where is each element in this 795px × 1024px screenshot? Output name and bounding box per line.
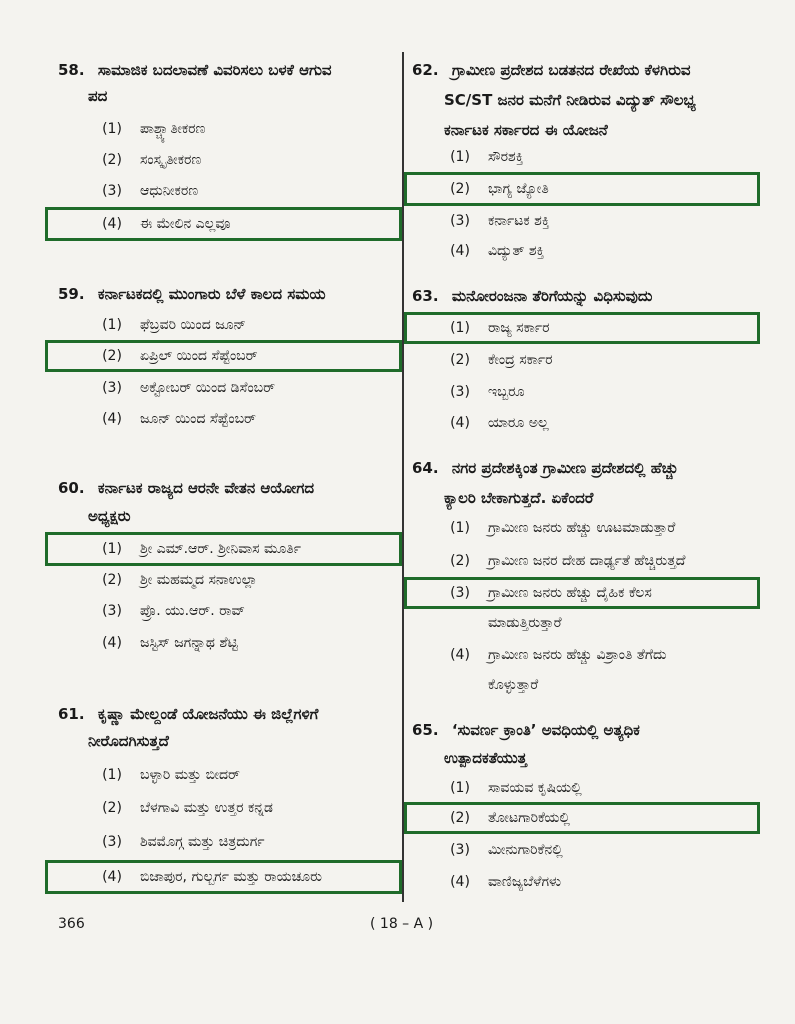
question-number: 62.: [412, 61, 439, 79]
option[interactable]: [100, 864, 390, 890]
option-number: (3): [450, 842, 470, 858]
option-number: (3): [102, 380, 122, 396]
stem-line: ನಗರ ಪ್ರದೇಶಕ್ಕಿಂತ ಗ್ರಾಮೀಣ ಪ್ರದೇಶದಲ್ಲಿ ಹೆಚ್ಚು: [451, 459, 679, 477]
option-text: ಬಿಜಾಪುರ, ಗುಲ್ಬರ್ಗ ಮತ್ತು ರಾಯಚೂರು: [140, 869, 322, 885]
option[interactable]: [448, 379, 748, 405]
option[interactable]: [448, 837, 748, 863]
option[interactable]: [100, 536, 390, 562]
question-number: 64.: [412, 459, 439, 477]
option[interactable]: [100, 762, 390, 788]
option-text: ಸೌರಶಕ್ತಿ: [488, 149, 524, 165]
stem-line: ಮನೋರಂಜನಾ ತೆರಿಗೆಯನ್ನು ವಿಧಿಸುವುದು: [451, 287, 653, 305]
option[interactable]: [100, 312, 390, 338]
option[interactable]: [448, 315, 748, 341]
stem-line: ನೀರೊದಗಿಸುತ್ತದೆ: [88, 732, 169, 750]
option[interactable]: [448, 238, 748, 264]
option[interactable]: [448, 176, 748, 202]
option-text: ಸಾವಯವ ಕೃಷಿಯಲ್ಲಿ: [488, 780, 582, 796]
question-stem: [58, 56, 398, 84]
option-text: ಅಕ್ಟೋಬರ್ ಯಿಂದ ಡಿಸೆಂಬರ್: [140, 380, 276, 396]
option-number: (4): [102, 216, 122, 232]
question-number: 59.: [58, 285, 85, 303]
option-text: ಶ್ರೀ ಎಮ್.ಆರ್. ಶ್ರೀನಿವಾಸ ಮೂರ್ತಿ: [140, 541, 301, 557]
question-number: 63.: [412, 287, 439, 305]
option-number: (1): [102, 317, 122, 333]
option-text: ಗ್ರಾಮೀಣ ಜನರು ಹೆಚ್ಚು ಊಟಮಾಡುತ್ತಾರೆ: [488, 520, 676, 536]
option-number: (4): [102, 635, 122, 651]
option-continuation: [488, 672, 768, 698]
option[interactable]: [100, 567, 390, 593]
option-text: ವಿದ್ಯುತ್ ಶಕ್ತಿ: [488, 243, 545, 259]
option-text: ಶಿವಮೊಗ್ಗ ಮತ್ತು ಚಿತ್ರದುರ್ಗ: [140, 834, 265, 850]
option-text: ಫೆಬ್ರವರಿ ಯಿಂದ ಜೂನ್: [140, 317, 246, 333]
option[interactable]: [100, 343, 390, 369]
option-number: (4): [450, 874, 470, 890]
stem-line: ಗ್ರಾಮೀಣ ಪ್ರದೇಶದ ಬಡತನದ ರೇಖೆಯ ಕೆಳಗಿರುವ: [451, 61, 691, 79]
option-text: ಭಾಗ್ಯ ಜ್ಯೋತಿ: [488, 181, 549, 197]
option[interactable]: [448, 869, 748, 895]
option[interactable]: [448, 208, 748, 234]
option[interactable]: [100, 598, 390, 624]
option-number: (1): [102, 767, 122, 783]
option-text: ಜೂನ್ ಯಿಂದ ಸೆಪ್ಟೆಂಬರ್: [140, 411, 256, 427]
option[interactable]: [448, 410, 748, 436]
option-number: (1): [102, 541, 122, 557]
option-number: (2): [102, 152, 122, 168]
option-text: ಕರ್ನಾಟಕ ಶಕ್ತಿ: [488, 213, 550, 229]
stem-line: ಅಧ್ಯಕ್ಷರು: [88, 507, 131, 525]
option-number: (2): [450, 181, 470, 197]
option[interactable]: [100, 375, 390, 401]
option-text: ಈ ಮೇಲಿನ ಎಲ್ಲವೂ: [140, 216, 231, 232]
option-number: (2): [102, 572, 122, 588]
option-number: (1): [450, 149, 470, 165]
stem-line: ಕೃಷ್ಣಾ ಮೇಲ್ದಂಡೆ ಯೋಜನೆಯು ಈ ಜಿಲ್ಲೆಗಳಿಗೆ: [97, 705, 319, 723]
option-text: ಗ್ರಾಮೀಣ ಜನರ ದೇಹ ದಾರ್ಢ್ಯತೆ ಹೆಚ್ಚಿರುತ್ತದೆ: [488, 553, 686, 569]
option-number: (1): [450, 520, 470, 536]
question-number: 58.: [58, 61, 85, 79]
option[interactable]: [448, 144, 748, 170]
stem-line: ಕ್ಯಾಲರಿ ಬೇಕಾಗುತ್ತದೆ. ಏಕೆಂದರೆ: [444, 489, 594, 507]
option-text: ಕೇಂದ್ರ ಸರ್ಕಾರ: [488, 352, 553, 368]
stem-line: ಕರ್ನಾಟಕ ರಾಜ್ಯದ ಆರನೇ ವೇತನ ಆಯೋಗದ: [97, 479, 315, 497]
option-text: ಬೆಳಗಾವಿ ಮತ್ತು ಉತ್ತರ ಕನ್ನಡ: [140, 800, 273, 816]
option-number: (3): [450, 585, 470, 601]
option-text: ಪಾಶ್ಚ್ಯಾತೀಕರಣ: [140, 121, 206, 137]
option-text: ಜಸ್ಟಿಸ್ ಜಗನ್ನಾಥ ಶೆಟ್ಟಿ: [140, 635, 238, 651]
question-number: 60.: [58, 479, 85, 497]
option[interactable]: [448, 805, 748, 831]
option[interactable]: [100, 795, 390, 821]
question-stem: [412, 56, 792, 84]
question-number: 65.: [412, 721, 439, 739]
question-stem: [412, 282, 792, 310]
option-text: ಏಪ್ರಿಲ್ ಯಿಂದ ಸೆಪ್ಟೆಂಬರ್: [140, 348, 258, 364]
question-stem: [412, 716, 792, 744]
option-text: ಯಾರೂ ಅಲ್ಲ: [488, 415, 549, 431]
option-number: (3): [450, 213, 470, 229]
option[interactable]: [100, 406, 390, 432]
question-stem: [412, 454, 792, 482]
stem-line: SC/ST ಜನರ ಮನೆಗೆ ನೀಡಿರುವ ವಿದ್ಯುತ್ ಸೌಲಭ್ಯ: [444, 91, 696, 109]
stem-line: ‘ಸುವರ್ಣ ಕ್ರಾಂತಿ’ ಅವಧಿಯಲ್ಲಿ ಅತ್ಯಧಿಕ: [451, 721, 640, 739]
option-number: (4): [102, 411, 122, 427]
stem-line: ಸಾಮಾಜಿಕ ಬದಲಾವಣೆ ವಿವರಿಸಲು ಬಳಕೆ ಆಗುವ: [97, 61, 332, 79]
option-number: (3): [102, 834, 122, 850]
option-text: ಗ್ರಾಮೀಣ ಜನರು ಹೆಚ್ಚು ದೈಹಿಕ ಕೆಲಸ: [488, 585, 652, 601]
option-text: ಇಬ್ಬರೂ: [488, 384, 525, 400]
option-text: ಶ್ರೀ ಮಹಮ್ಮದ ಸನಾಉಲ್ಲಾ: [140, 572, 258, 588]
stem-line: ಕರ್ನಾಟಕದಲ್ಲಿ ಮುಂಗಾರು ಬೆಳೆ ಕಾಲದ ಸಮಯ: [97, 285, 326, 303]
option[interactable]: [448, 548, 768, 574]
option-number: (2): [450, 810, 470, 826]
option[interactable]: [100, 147, 390, 173]
option-number: (3): [102, 603, 122, 619]
question-number: 61.: [58, 705, 85, 723]
option-text: ಮೀನುಗಾರಿಕೆನಲ್ಲಿ: [488, 842, 563, 858]
option-number: (1): [450, 780, 470, 796]
option-text: ಬಳ್ಳಾರಿ ಮತ್ತು ಬೀದರ್: [140, 767, 240, 783]
option-number: (2): [450, 553, 470, 569]
booklet-code: ( 18 – A ): [370, 916, 434, 932]
option-text: ರಾಜ್ಯ ಸರ್ಕಾರ: [488, 320, 550, 336]
stem-line: ಪದ: [88, 87, 108, 105]
option-number: (4): [102, 869, 122, 885]
option-text: ಗ್ರಾಮೀಣ ಜನರು ಹೆಚ್ಚು ವಿಶ್ರಾಂತಿ ತೆಗೆದು: [488, 647, 667, 663]
option-number: (4): [450, 243, 470, 259]
question-stem: [58, 280, 398, 308]
option-continuation: [488, 610, 768, 636]
option[interactable]: [448, 580, 768, 606]
option-text: ಪ್ರೊ. ಯು.ಆರ್. ರಾವ್: [140, 603, 246, 619]
option-number: (2): [102, 800, 122, 816]
stem-line: ಕರ್ನಾಟಕ ಸರ್ಕಾರದ ಈ ಯೋಜನೆ: [444, 121, 608, 139]
option-text-line2: ಕೊಳ್ಳುತ್ತಾರೆ: [488, 677, 539, 693]
option-number: (3): [450, 384, 470, 400]
option[interactable]: [448, 515, 768, 541]
option[interactable]: [448, 642, 768, 668]
option-number: (1): [450, 320, 470, 336]
option[interactable]: [100, 116, 390, 142]
option[interactable]: [100, 829, 390, 855]
option[interactable]: [100, 178, 390, 204]
option-number: (4): [450, 647, 470, 663]
option[interactable]: [100, 211, 390, 237]
question-stem: [58, 700, 398, 728]
option-number: (2): [102, 348, 122, 364]
option-text: ವಾಣಿಜ್ಯಬೆಳೆಗಳು: [488, 874, 562, 890]
option[interactable]: [448, 775, 748, 801]
question-stem: [58, 474, 398, 502]
option[interactable]: [100, 630, 390, 656]
option-text: ಸಂಸ್ಕೃತೀಕರಣ: [140, 152, 202, 168]
option-text: ತೋಟಗಾರಿಕೆಯಲ್ಲಿ: [488, 810, 570, 826]
stem-line: ಉತ್ಪಾದಕತೆಯುತ್ತ: [444, 749, 527, 767]
option-number: (2): [450, 352, 470, 368]
option-text: ಆಧುನೀಕರಣ: [140, 183, 199, 199]
page-number: 366: [58, 916, 85, 932]
option-number: (1): [102, 121, 122, 137]
option-number: (3): [102, 183, 122, 199]
option[interactable]: [448, 347, 748, 373]
option-number: (4): [450, 415, 470, 431]
option-text-line2: ಮಾಡುತ್ತಿರುತ್ತಾರೆ: [488, 615, 562, 631]
